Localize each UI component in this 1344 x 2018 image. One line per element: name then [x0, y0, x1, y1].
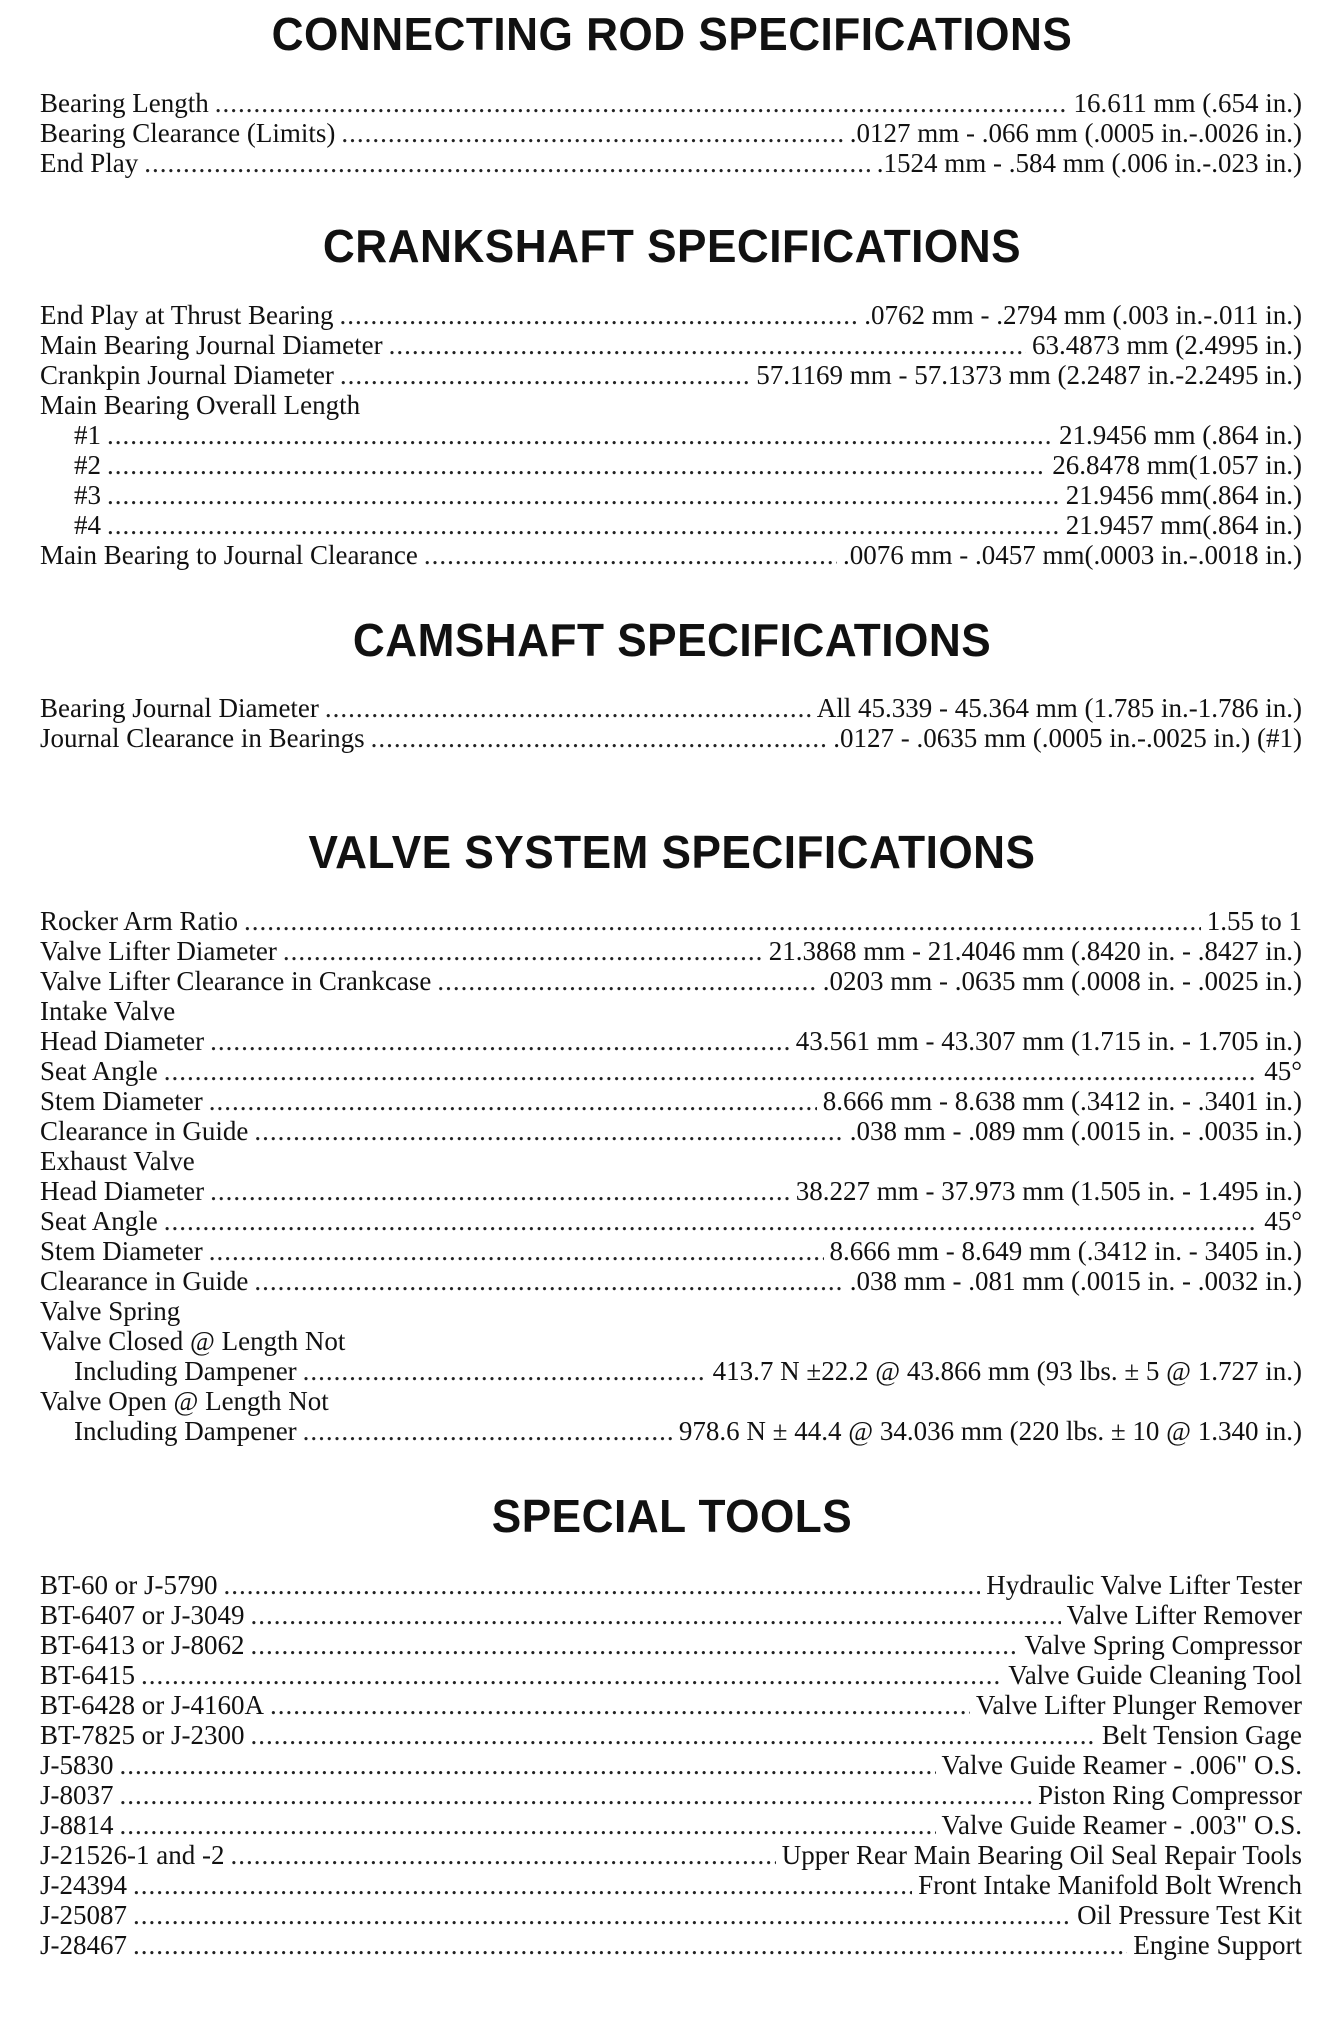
tool-description: Valve Lifter Remover: [1066, 1600, 1302, 1630]
dot-leader: [341, 118, 843, 148]
tool-number: J-24394: [40, 1870, 127, 1900]
tool-row: [40, 1570, 1302, 1600]
spec-label: Valve Lifter Diameter: [40, 936, 277, 966]
dot-leader: [389, 330, 1026, 360]
valve-open-heading: Valve Open @ Length Not: [40, 1386, 329, 1416]
tool-number: BT-6415: [40, 1660, 136, 1690]
spec-label: End Play: [40, 148, 139, 178]
tool-description: Upper Rear Main Bearing Oil Seal Repair Tools: [781, 1840, 1302, 1870]
spec-row: [40, 300, 1302, 330]
spec-label: Head Diameter: [40, 1026, 205, 1056]
spec-label: Clearance in Guide: [40, 1266, 249, 1296]
dot-leader: [107, 420, 1053, 450]
tool-description: Hydraulic Valve Lifter Tester: [986, 1570, 1302, 1600]
dot-leader: [224, 1570, 981, 1600]
tool-row: [40, 1750, 1302, 1780]
dot-leader: [107, 480, 1060, 510]
spec-label: #4: [74, 510, 101, 540]
dot-leader: [371, 723, 828, 753]
dot-leader: [283, 936, 763, 966]
dot-leader: [141, 1660, 1002, 1690]
tool-number: BT-6413 or J-8062: [40, 1630, 245, 1660]
dot-leader: [325, 693, 811, 723]
tool-number: J-8814: [40, 1810, 114, 1840]
spec-row: [40, 906, 1302, 936]
spec-value: 413.7 N ±22.2 @ 43.866 mm (93 lbs. ± 5 @ 1.727 in.): [712, 1356, 1302, 1386]
spec-row: [40, 1206, 1302, 1236]
dot-leader: [144, 148, 871, 178]
spec-value: 21.3868 mm - 21.4046 mm (.8420 in. - .8427 in.): [768, 936, 1302, 966]
tool-row: [40, 1810, 1302, 1840]
tool-row: [40, 1600, 1302, 1630]
special-tools-title: SPECIAL TOOLS: [491, 1490, 853, 1542]
tool-row: [40, 1870, 1302, 1900]
tool-number: J-28467: [40, 1930, 127, 1960]
spec-value: 43.561 mm - 43.307 mm (1.715 in. - 1.705 in.): [795, 1026, 1302, 1056]
dot-leader: [120, 1780, 1032, 1810]
spec-label: #2: [74, 450, 101, 480]
spec-value: 1.55 to 1: [1206, 906, 1302, 936]
tool-number: J-21526-1 and -2: [40, 1840, 225, 1870]
tool-row: [40, 1900, 1302, 1930]
tool-row: [40, 1630, 1302, 1660]
tool-description: Valve Guide Cleaning Tool: [1008, 1660, 1302, 1690]
dot-leader: [133, 1870, 912, 1900]
tool-description: Piston Ring Compressor: [1037, 1780, 1302, 1810]
spec-row: [40, 1056, 1302, 1086]
overall-length-heading: Main Bearing Overall Length: [40, 390, 361, 420]
spec-row: [40, 1266, 1302, 1296]
dot-leader: [303, 1356, 707, 1386]
dot-leader: [210, 1176, 790, 1206]
spec-value: .0127 mm - .066 mm (.0005 in.-.0026 in.): [849, 118, 1302, 148]
spec-label: Bearing Journal Diameter: [40, 693, 319, 723]
dot-leader: [339, 300, 858, 330]
spec-label: Journal Clearance in Bearings: [40, 723, 365, 753]
spec-label: End Play at Thrust Bearing: [40, 300, 334, 330]
tool-row: [40, 1720, 1302, 1750]
exhaust-valve-heading: Exhaust Valve: [40, 1146, 195, 1176]
spec-row: [40, 1356, 1302, 1386]
dot-leader: [133, 1900, 1071, 1930]
spec-row: [40, 1116, 1302, 1146]
connecting-rod-list: [40, 88, 1302, 178]
dot-leader: [210, 1026, 790, 1056]
dot-leader: [133, 1930, 1127, 1960]
intake-valve-heading: Intake Valve: [40, 996, 176, 1026]
spec-row: [40, 966, 1302, 996]
crankshaft-title: CRANKSHAFT SPECIFICATIONS: [322, 220, 1022, 272]
spec-label: Including Dampener: [74, 1356, 297, 1386]
dot-leader: [254, 1116, 843, 1146]
spec-value: 63.4873 mm (2.4995 in.): [1032, 330, 1302, 360]
spec-value: .0076 mm - .0457 mm(.0003 in.-.0018 in.): [843, 540, 1302, 570]
spec-label: #1: [74, 420, 101, 450]
spec-row: [40, 148, 1302, 178]
spec-value: .038 mm - .081 mm (.0015 in. - .0032 in.): [849, 1266, 1302, 1296]
dot-leader: [209, 1086, 817, 1116]
spec-label: Seat Angle: [40, 1056, 158, 1086]
tool-number: BT-7825 or J-2300: [40, 1720, 245, 1750]
spec-row: [40, 1236, 1302, 1266]
spec-label: Stem Diameter: [40, 1236, 203, 1266]
tool-number: J-5830: [40, 1750, 114, 1780]
valve-closed-heading: Valve Closed @ Length Not: [40, 1326, 346, 1356]
dot-leader: [230, 1840, 775, 1870]
dot-leader: [107, 450, 1046, 480]
dot-leader: [120, 1810, 936, 1840]
spec-row: [40, 480, 1302, 510]
spec-label: Rocker Arm Ratio: [40, 906, 238, 936]
spec-value: 21.9457 mm(.864 in.): [1065, 510, 1302, 540]
spec-row: [40, 1086, 1302, 1116]
tool-number: J-8037: [40, 1780, 114, 1810]
tool-number: BT-6428 or J-4160A: [40, 1690, 265, 1720]
dot-leader: [340, 360, 750, 390]
dot-leader: [209, 1236, 824, 1266]
camshaft-title: CAMSHAFT SPECIFICATIONS: [352, 614, 992, 666]
valve-spring-heading: Valve Spring: [40, 1296, 181, 1326]
dot-leader: [251, 1600, 1061, 1630]
tool-row: [40, 1930, 1302, 1960]
tool-description: Valve Spring Compressor: [1024, 1630, 1302, 1660]
spec-row: [40, 88, 1302, 118]
spec-row: [40, 118, 1302, 148]
spec-label: Main Bearing Journal Diameter: [40, 330, 383, 360]
dot-leader: [254, 1266, 843, 1296]
spec-value: 45°: [1264, 1056, 1302, 1086]
spec-value: .0762 mm - .2794 mm (.003 in.-.011 in.): [864, 300, 1302, 330]
tool-description: Front Intake Manifold Bolt Wrench: [918, 1870, 1302, 1900]
tool-description: Belt Tension Gage: [1101, 1720, 1302, 1750]
spec-row: [40, 420, 1302, 450]
dot-leader: [164, 1056, 1258, 1086]
valve-system-list: [40, 906, 1302, 1446]
spec-label: Main Bearing to Journal Clearance: [40, 540, 418, 570]
spec-label: Valve Lifter Clearance in Crankcase: [40, 966, 432, 996]
camshaft-list: [40, 693, 1302, 753]
dot-leader: [251, 1630, 1019, 1660]
dot-leader: [164, 1206, 1258, 1236]
spec-row: [40, 1416, 1302, 1446]
dot-leader: [215, 88, 1068, 118]
spec-row: [40, 540, 1302, 570]
spec-value: 38.227 mm - 37.973 mm (1.505 in. - 1.495 in.): [795, 1176, 1302, 1206]
crankshaft-list: [40, 300, 1302, 570]
dot-leader: [107, 510, 1060, 540]
tool-row: [40, 1660, 1302, 1690]
tool-row: [40, 1780, 1302, 1810]
connecting-rod-title: CONNECTING ROD SPECIFICATIONS: [271, 8, 1073, 60]
spec-value: All 45.339 - 45.364 mm (1.785 in.-1.786 in.): [816, 693, 1302, 723]
spec-row: [40, 360, 1302, 390]
spec-value: .038 mm - .089 mm (.0015 in. - .0035 in.): [849, 1116, 1302, 1146]
spec-value: 45°: [1264, 1206, 1302, 1236]
spec-row: [40, 510, 1302, 540]
tool-number: J-25087: [40, 1900, 127, 1930]
spec-value: 8.666 mm - 8.649 mm (.3412 in. - 3405 in.): [829, 1236, 1302, 1266]
spec-value: 8.666 mm - 8.638 mm (.3412 in. - .3401 in.): [822, 1086, 1302, 1116]
spec-value: 21.9456 mm (.864 in.): [1059, 420, 1302, 450]
spec-label: Bearing Clearance (Limits): [40, 118, 336, 148]
dot-leader: [244, 906, 1201, 936]
spec-label: Seat Angle: [40, 1206, 158, 1236]
dot-leader: [424, 540, 837, 570]
spec-label: Crankpin Journal Diameter: [40, 360, 334, 390]
tool-description: Engine Support: [1133, 1930, 1302, 1960]
spec-label: Stem Diameter: [40, 1086, 203, 1116]
spec-row: [40, 936, 1302, 966]
spec-label: Clearance in Guide: [40, 1116, 249, 1146]
spec-row: [40, 1176, 1302, 1206]
dot-leader: [437, 966, 816, 996]
tool-row: [40, 1690, 1302, 1720]
spec-label: Including Dampener: [74, 1416, 297, 1446]
spec-row: [40, 693, 1302, 723]
spec-label: Head Diameter: [40, 1176, 205, 1206]
dot-leader: [303, 1416, 673, 1446]
tool-row: [40, 1840, 1302, 1870]
valve-system-title: VALVE SYSTEM SPECIFICATIONS: [308, 826, 1036, 878]
spec-value: .0203 mm - .0635 mm (.0008 in. - .0025 in.): [822, 966, 1302, 996]
tool-number: BT-6407 or J-3049: [40, 1600, 245, 1630]
spec-label: #3: [74, 480, 101, 510]
spec-row: [40, 450, 1302, 480]
spec-row: [40, 330, 1302, 360]
spec-value: 57.1169 mm - 57.1373 mm (2.2487 in.-2.2495 in.): [756, 360, 1302, 390]
spec-row: [40, 1026, 1302, 1056]
spec-row: [40, 723, 1302, 753]
spec-value: 16.611 mm (.654 in.): [1073, 88, 1302, 118]
tool-description: Oil Pressure Test Kit: [1077, 1900, 1302, 1930]
spec-value: .1524 mm - .584 mm (.006 in.-.023 in.): [876, 148, 1302, 178]
tool-number: BT-60 or J-5790: [40, 1570, 218, 1600]
dot-leader: [251, 1720, 1096, 1750]
spec-value: 978.6 N ± 44.4 @ 34.036 mm (220 lbs. ± 10 @ 1.340 in.): [678, 1416, 1302, 1446]
special-tools-list: [40, 1570, 1302, 1960]
spec-value: 26.8478 mm(1.057 in.): [1052, 450, 1302, 480]
tool-description: Valve Lifter Plunger Remover: [975, 1690, 1302, 1720]
tool-description: Valve Guide Reamer - .006" O.S.: [941, 1750, 1302, 1780]
spec-value: .0127 - .0635 mm (.0005 in.-.0025 in.) (#1): [833, 723, 1302, 753]
spec-value: 21.9456 mm(.864 in.): [1065, 480, 1302, 510]
tool-description: Valve Guide Reamer - .003" O.S.: [941, 1810, 1302, 1840]
dot-leader: [270, 1690, 970, 1720]
dot-leader: [120, 1750, 936, 1780]
spec-label: Bearing Length: [40, 88, 209, 118]
